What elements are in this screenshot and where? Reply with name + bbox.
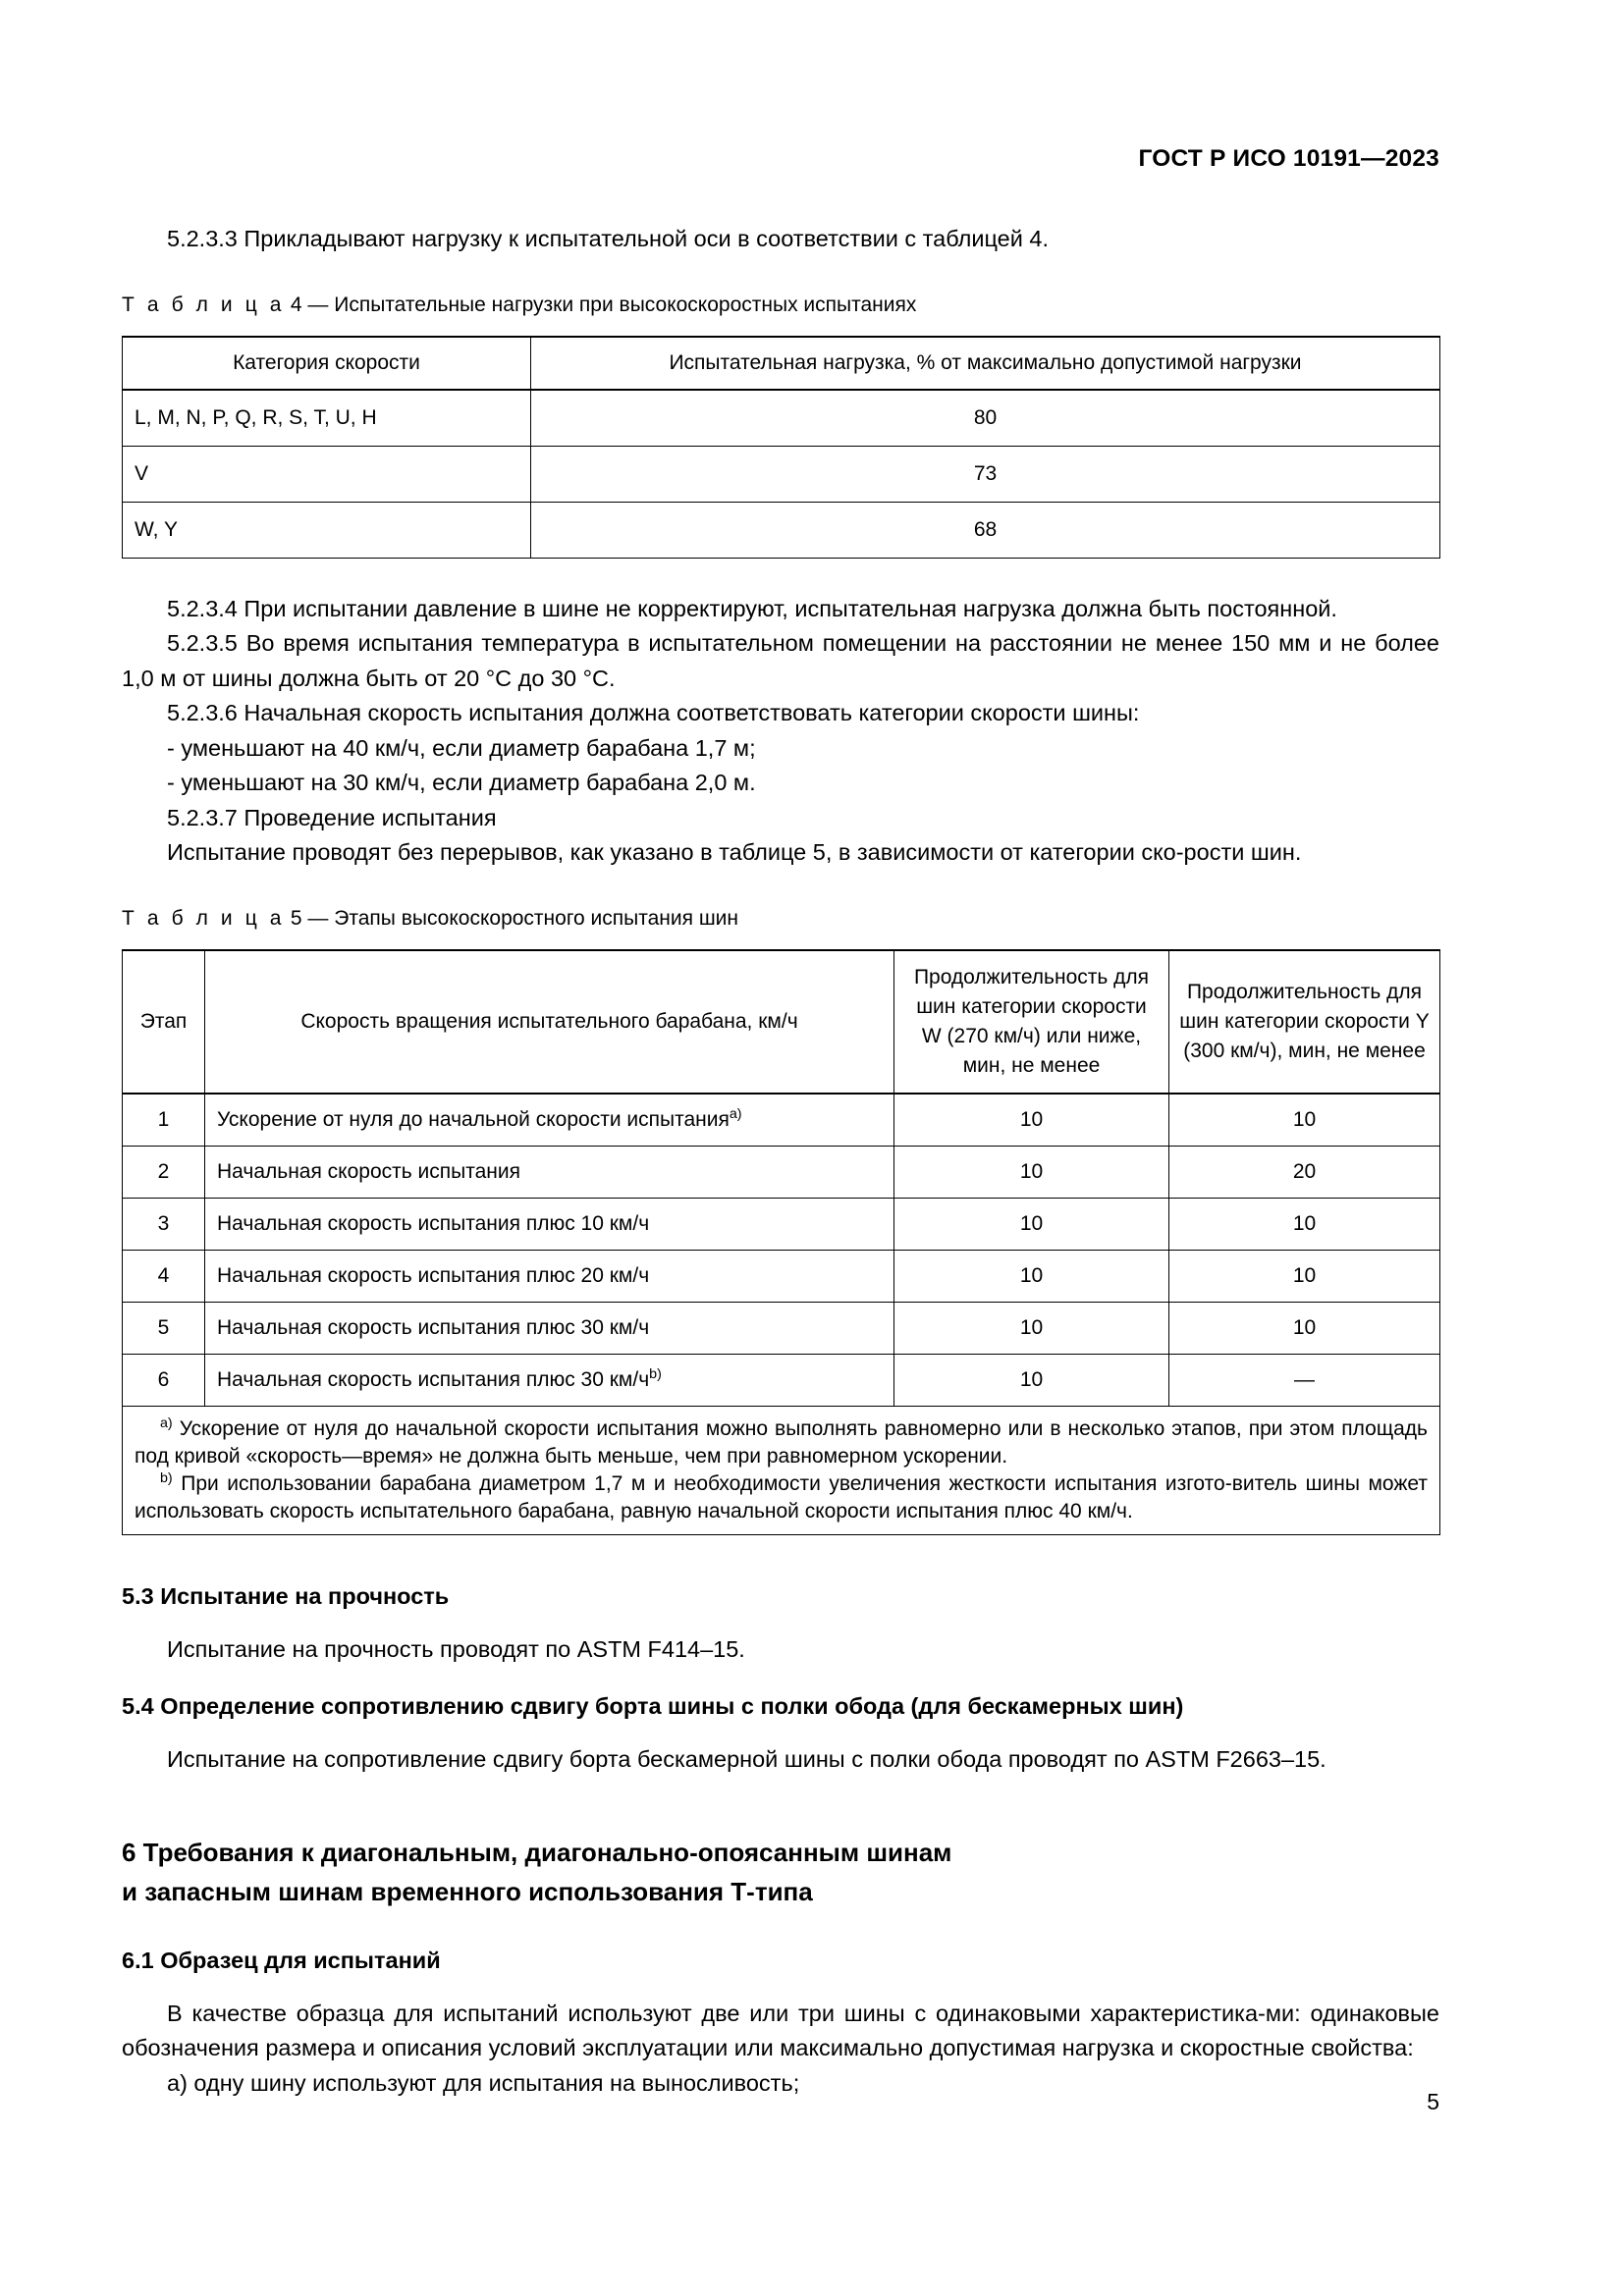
table-5-cell-duration-y: 10: [1169, 1302, 1440, 1354]
clause-5-2-3-6: 5.2.3.6 Начальная скорость испытания должна соответствовать категории скорости шины:: [167, 700, 1140, 725]
dash-item-1: - уменьшают на 40 км/ч, если диаметр барабана 1,7 м;: [167, 734, 756, 761]
table-row: [123, 1302, 1440, 1354]
table-4: [122, 336, 1440, 559]
table-5-cell-duration-y: 10: [1169, 1198, 1440, 1250]
table-5-cell-speed: Начальная скорость испытания плюс 10 км/ч: [205, 1198, 894, 1250]
footnote-b-marker: b): [160, 1469, 173, 1486]
dash-item-2: - уменьшают на 30 км/ч, если диаметр барабана 2,0 м.: [167, 770, 756, 795]
table-5-body: [123, 1094, 1440, 1407]
table-row: [123, 446, 1440, 502]
table-4-cell-load: 73: [531, 446, 1440, 502]
table-5-col-header-duration-y: Продолжительность для шин категории скорости Y (300 км/ч), мин, не менее: [1169, 950, 1440, 1094]
clause-5-2-3-5: 5.2.3.5 Во время испытания температура в испытательном помещении на расстоянии не менее 150 мм и не более 1,0 м от шины должна быть от 20 °С до 30 °С.: [122, 630, 1439, 691]
table-4-cell-category: L, M, N, P, Q, R, S, T, U, H: [123, 390, 531, 447]
running-header: ГОСТ Р ИСО 10191—2023: [1138, 145, 1439, 172]
table-5-cell-stage: 6: [123, 1354, 205, 1406]
table-5-col-header-stage: Этап: [123, 950, 205, 1094]
table-5: [122, 949, 1440, 1535]
table-5-caption-word: Т а б л и ц а: [122, 906, 286, 930]
table-5-head: [123, 950, 1440, 1094]
table-row: [123, 1094, 1440, 1147]
footnote-marker-b: b): [649, 1365, 662, 1382]
list-item-a: а) одну шину используют для испытания на выносливость;: [167, 2069, 800, 2096]
table-5-cell-stage: 2: [123, 1146, 205, 1198]
table-5-cell-duration-w: 10: [894, 1146, 1169, 1198]
footnote-a-marker: a): [160, 1415, 173, 1431]
table-5-cell-speed: Начальная скорость испытания плюс 30 км/ч: [205, 1302, 894, 1354]
table-4-head: [123, 337, 1440, 390]
table-4-caption: [122, 291, 1439, 320]
table-5-cell-duration-y: 10: [1169, 1094, 1440, 1147]
table-4-caption-word: Т а б л и ц а: [122, 293, 286, 316]
table-4-col-header-load: Испытательная нагрузка, % от максимально допустимой нагрузки: [531, 337, 1440, 390]
table-4-col-header-category: Категория скорости: [123, 337, 531, 390]
table-5-cell-speed: Начальная скорость испытания плюс 20 км/ч: [205, 1250, 894, 1302]
clause-5-2-3-4: 5.2.3.4 При испытании давление в шине не корректируют, испытательная нагрузка должна быть постоянной.: [167, 595, 1337, 621]
table-5-caption-text: 5 — Этапы высокоскоростного испытания шин: [290, 906, 738, 930]
table-row: [123, 1354, 1440, 1406]
table-4-caption-text: 4 — Испытательные нагрузки при высокоскоростных испытаниях: [290, 293, 917, 316]
table-5-cell-duration-w: 10: [894, 1198, 1169, 1250]
page-content: [122, 222, 1439, 2101]
table-5-col-header-duration-w: Продолжительность для шин категории скорости W (270 км/ч) или ниже, мин, не менее: [894, 950, 1169, 1094]
table-5-footnote-row: [123, 1406, 1440, 1534]
clause-6-1-text: В качестве образца для испытаний используют две или три шины с одинаковыми характеристика-ми: одинаковые обозначения размера и описания условий эксплуатации или максимально допустимая нагрузка и скоростные свойства:: [122, 2000, 1439, 2060]
clause-5-2-3-7-text: Испытание проводят без перерывов, как указано в таблице 5, в зависимости от категории ско-рости шин.: [167, 839, 1302, 865]
table-5-cell-duration-y: 20: [1169, 1146, 1440, 1198]
table-5-cell-duration-w: 10: [894, 1354, 1169, 1406]
table-4-cell-load: 68: [531, 502, 1440, 558]
table-5-cell-duration-w: 10: [894, 1094, 1169, 1147]
table-5-cell-duration-y: 10: [1169, 1250, 1440, 1302]
table-4-cell-category: V: [123, 446, 531, 502]
footnote-b: $^{b)}$ При использовании барабана диаметром 1,7 м и необходимости увеличения жесткости испытания изгото-витель шины может использовать скорость испытательного барабана, равную начальной скорости испытания плюс 40 км/ч.: [135, 1469, 1428, 1522]
clause-5-4-heading: 5.4 Определение сопротивлению сдвигу борта шины с полки обода (для бескамерных шин): [122, 1693, 1184, 1719]
clause-5-2-3-7-heading: 5.2.3.7 Проведение испытания: [167, 804, 497, 830]
table-row: [123, 390, 1440, 447]
clause-6-1-heading: 6.1 Образец для испытаний: [122, 1947, 441, 1973]
page-number: 5: [1427, 2089, 1439, 2114]
clause-5-3-text: Испытание на прочность проводят по ASTM F414–15.: [167, 1635, 745, 1662]
table-row: [123, 1146, 1440, 1198]
clause-5-2-3-3: 5.2.3.3 Прикладывают нагрузку к испытательной оси в соответствии с таблицей 4.: [167, 226, 1049, 251]
footnote-marker-a: a): [729, 1105, 742, 1122]
table-5-cell-duration-w: 10: [894, 1250, 1169, 1302]
table-4-cell-category: W, Y: [123, 502, 531, 558]
table-5-header-row: [123, 950, 1440, 1094]
section-6-heading-line-1: 6 Требования к диагональным, диагонально-опоясанным шинам: [122, 1837, 952, 1867]
table-5-cell-stage: 5: [123, 1302, 205, 1354]
table-5-cell-duration-w: 10: [894, 1302, 1169, 1354]
table-5-cell-stage: 4: [123, 1250, 205, 1302]
table-5-cell-speed: Начальная скорость испытания: [205, 1146, 894, 1198]
table-5-cell-stage: 1: [123, 1094, 205, 1147]
table-4-header-row: [123, 337, 1440, 390]
clause-5-3-heading: 5.3 Испытание на прочность: [122, 1582, 450, 1609]
table-5-col-header-speed: Скорость вращения испытательного барабана, км/ч: [205, 950, 894, 1094]
footnote-a: $^{a)}$ Ускорение от нуля до начальной скорости испытания можно выполнять равномерно или в несколько этапов, при этом площадь под кривой «скорость—время» не должна быть меньше, чем при равномерном ускорении.: [135, 1415, 1428, 1468]
table-row: [123, 1250, 1440, 1302]
table-5-cell-speed: Начальная скорость испытания плюс 30 км/ч$^{b)}$: [205, 1354, 894, 1406]
table-5-cell-speed: Ускорение от нуля до начальной скорости испытания$^{a)}$: [205, 1094, 894, 1147]
table-5-cell-stage: 3: [123, 1198, 205, 1250]
table-row: [123, 1198, 1440, 1250]
table-5-cell-duration-y: —: [1169, 1354, 1440, 1406]
table-5-caption: [122, 904, 1439, 934]
table-row: [123, 502, 1440, 558]
table-4-cell-load: 80: [531, 390, 1440, 447]
table-5-footnotes: [123, 1406, 1440, 1534]
section-6-heading-line-2: и запасным шинам временного использования Т-типа: [122, 1876, 813, 1906]
clause-5-4-text: Испытание на сопротивление сдвигу борта бескамерной шины с полки обода проводят по ASTM F2663–15.: [167, 1746, 1326, 1772]
table-4-body: [123, 390, 1440, 559]
table-5-footnote-cell: [123, 1406, 1440, 1534]
